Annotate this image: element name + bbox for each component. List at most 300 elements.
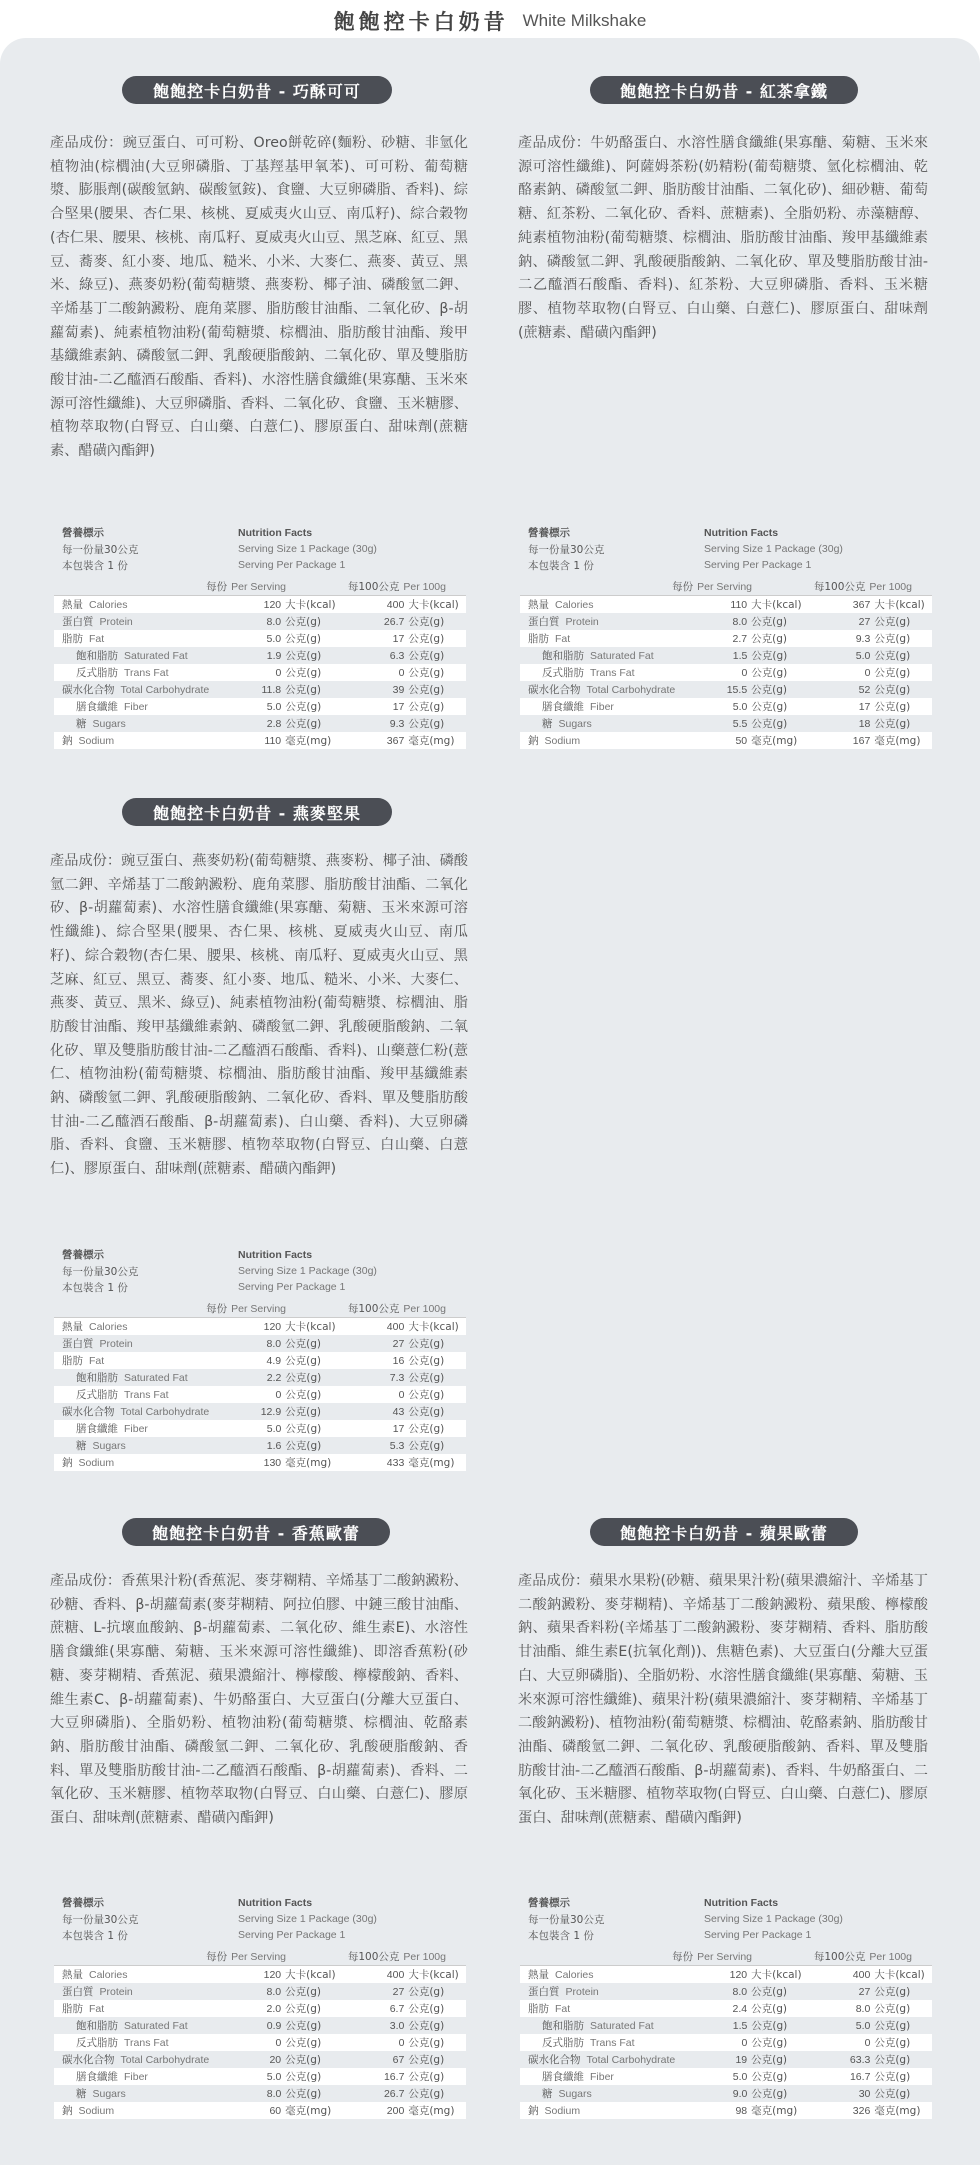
per-100g-unit: 公克(g) [408,1986,445,1998]
nutrition-row [54,1369,466,1386]
serving-size [54,541,466,557]
per-100g-unit: 公克(g) [874,2020,911,2032]
ingredients-text: 產品成份：香蕉果汁粉(香蕉泥、麥芽糊精、辛烯基丁二酸鈉澱粉、砂糖、香料、β-胡蘿蔔素(麥芽糊精、阿拉伯膠、中鏈三酸甘油酯、蔗糖、L-抗壞血酸鈉、β-胡蘿蔔素、二氧化矽、維生素E)、水溶性膳食纖維(果寡醣、菊糖、玉米來源可溶性纖維)、即溶香蕉粉(砂糖、麥芽糊精、香蕉泥、蘋果濃縮汁、檸檬酸、檸檬酸鈉、香料、維生素C、β-胡蘿蔔素)、牛奶酪蛋白、大豆蛋白(分離大豆蛋白、大豆卵磷脂)、全脂奶粉、植物油粉(葡萄糖漿、棕櫚油、乾酪素鈉、脂肪酸甘油酯、磷酸氫二鉀、二氧化矽、乳酸硬脂酸鈉、香料、單及雙脂肪酸甘油-二乙醯酒石酸酯、β-胡蘿蔔素)、香料、二氧化矽、玉米糖膠、植物萃取物(白腎豆、白山藥、白薏仁)、膠原蛋白、甜味劑(蔗糖素、醋磺內酯鉀) [50,1573,468,1827]
nutrient-name: 糖 Sugars [76,718,126,730]
per-serving-unit: 公克(g) [285,1355,322,1367]
per-100g-unit: 公克(g) [408,1338,445,1350]
column-headers [54,1299,466,1317]
nutrition-row [54,1983,466,2000]
per-100g-unit: 公克(g) [408,1440,445,1452]
per-serving-value: 1.6 [266,1439,282,1452]
nutrient-name: 糖 Sugars [542,2088,592,2100]
ingredients-text: 產品成份：豌豆蛋白、可可粉、Oreo餅乾碎(麵粉、砂糖、非氫化植物油(棕櫚油(大豆卵磷脂、丁基羥基甲氧苯)、可可粉、葡萄糖漿、膨脹劑(碳酸氫鈉、碳酸氫銨)、食鹽、大豆卵磷脂、香料)、綜合堅果(腰果、杏仁果、核桃、夏威夷火山豆、南瓜籽)、綜合穀物(杏仁果、腰果、核桃、南瓜籽、夏威夷火山豆、黑芝麻、紅豆、黑豆、蕎麥、紅小麥、地瓜、糙米、小米、大麥仁、燕麥、黃豆、黑米、綠豆)、燕麥奶粉(葡萄糖漿、燕麥粉、椰子油、磷酸氫二鉀、辛烯基丁二酸鈉澱粉、鹿角菜膠、脂肪酸甘油酯、二氧化矽、β-胡蘿蔔素)、純素植物油粉(葡萄糖漿、棕櫚油、脂肪酸甘油酯、羧甲基纖維素鈉、磷酸氫二鉀、乳酸硬脂酸鈉、二氧化矽、單及雙脂肪酸甘油-二乙醯酒石酸酯、香料)、水溶性膳食纖維(果寡醣、玉米來源可溶性纖維)、大豆卵磷脂、香料、二氧化矽、食鹽、玉米糖膠、植物萃取物(白腎豆、白山藥、白薏仁)、膠原蛋白、甜味劑(蔗糖素、醋磺內酯鉀) [50,135,468,460]
nutrition-row [54,2068,466,2085]
per-serving-unit: 公克(g) [285,2037,322,2049]
per-serving-value: 9.0 [732,2087,748,2100]
per-100g-value: 9.3 [855,632,871,645]
nutrition-row [54,630,466,647]
per-serving-value: 8.0 [266,615,282,628]
per-100g-header: 每100公克 Per 100g [347,1302,446,1315]
per-serving-value: 5.0 [266,700,282,713]
per-serving-value: 120 [263,1320,282,1333]
serving-size-zh: 每一份量30公克 [528,543,605,556]
nutrient-name: 糖 Sugars [542,718,592,730]
per-serving-value: 120 [263,1968,282,1981]
nutrient-name: 熱量 Calories [62,1321,128,1333]
per-serving-unit: 公克(g) [751,684,788,696]
product-title-pill: 飽飽控卡白奶昔 - 香蕉歐蕾 [122,1518,390,1546]
per-100g-unit: 公克(g) [408,1389,445,1401]
serving-size-en: Serving Size 1 Package (30g) [704,1913,843,1925]
per-100g-value: 167 [852,734,871,747]
per-100g-value: 16.7 [383,2070,405,2083]
nutrient-name: 飽和脂肪 Saturated Fat [76,1372,188,1384]
per-serving-unit: 毫克(mg) [285,735,332,747]
nutrition-header [54,1894,466,1911]
per-100g-value: 5.0 [855,2019,871,2032]
per-100g-unit: 公克(g) [408,1372,445,1384]
servings-per-package-zh: 本包裝含 1 份 [528,1929,594,1942]
per-100g-value: 0 [864,666,871,679]
product-title-pill: 飽飽控卡白奶昔 - 燕麥堅果 [122,798,392,826]
per-serving-unit: 公克(g) [751,616,788,628]
nutrition-title-en: Nutrition Facts [704,1896,779,1909]
nutrition-title-zh: 營養標示 [528,1897,570,1909]
per-100g-value: 52 [858,683,871,696]
per-100g-value: 16.7 [849,2070,871,2083]
per-100g-value: 5.3 [389,1439,405,1452]
per-100g-unit: 公克(g) [408,633,445,645]
per-serving-header: 每份 Per Serving [206,1950,286,1963]
nutrition-row [520,715,932,732]
per-serving-header: 每份 Per Serving [206,580,286,593]
servings-per-package-en: Serving Per Package 1 [704,1929,812,1941]
nutrition-title-en: Nutrition Facts [238,1896,313,1909]
per-100g-unit: 公克(g) [874,2088,911,2100]
nutrition-row [54,1335,466,1352]
nutrition-row [54,1403,466,1420]
servings-per-package-en: Serving Per Package 1 [238,559,346,571]
per-100g-value: 400 [386,598,405,611]
per-serving-value: 0 [741,666,748,679]
per-100g-unit: 大卡(kcal) [874,599,925,611]
nutrient-name: 熱量 Calories [62,599,128,611]
nutrition-row [520,647,932,664]
nutrient-name: 糖 Sugars [76,2088,126,2100]
nutrient-name: 蛋白質 Protein [528,1986,599,1998]
nutrient-name: 飽和脂肪 Saturated Fat [542,650,654,662]
nutrient-name: 膳食纖維 Fiber [76,1423,148,1435]
nutrient-name: 熱量 Calories [528,1969,594,1981]
column-headers [520,1947,932,1965]
nutrition-title-zh: 營養標示 [528,527,570,539]
per-serving-value: 8.0 [732,1985,748,1998]
nutrition-row [54,2000,466,2017]
per-serving-unit: 公克(g) [751,2088,788,2100]
nutrition-row [520,2000,932,2017]
per-100g-unit: 公克(g) [408,684,445,696]
per-serving-header: 每份 Per Serving [672,1950,752,1963]
nutrition-row [54,2051,466,2068]
serving-size-en: Serving Size 1 Package (30g) [704,543,843,555]
nutrient-name: 脂肪 Fat [62,1355,105,1367]
nutrition-row [54,1420,466,1437]
per-100g-unit: 公克(g) [408,1406,445,1418]
nutrient-name: 脂肪 Fat [528,633,571,645]
per-100g-unit: 公克(g) [874,667,911,679]
per-serving-unit: 毫克(mg) [751,2105,798,2117]
nutrition-rows [520,595,932,749]
per-100g-value: 6.7 [389,2002,405,2015]
per-serving-unit: 公克(g) [751,2037,788,2049]
per-100g-value: 7.3 [389,1371,405,1384]
per-serving-unit: 公克(g) [285,2003,322,2015]
per-serving-value: 5.0 [732,700,748,713]
per-serving-unit: 公克(g) [285,1440,322,1452]
per-100g-unit: 公克(g) [874,2071,911,2083]
nutrient-name: 碳水化合物 Total Carbohydrate [62,1406,210,1418]
serving-size-en: Serving Size 1 Package (30g) [238,1913,377,1925]
nutrient-name: 膳食纖維 Fiber [542,701,614,713]
per-100g-unit: 公克(g) [408,2020,445,2032]
nutrient-name: 反式脂肪 Trans Fat [76,1389,169,1401]
servings-per-package-en: Serving Per Package 1 [238,1929,346,1941]
per-serving-value: 5.0 [266,1422,282,1435]
per-serving-unit: 公克(g) [751,701,788,713]
per-100g-value: 367 [852,598,871,611]
nutrition-rows [54,595,466,749]
nutrient-name: 碳水化合物 Total Carbohydrate [528,684,676,696]
per-100g-value: 433 [386,1456,405,1469]
nutrition-title-zh: 營養標示 [62,1249,104,1261]
per-serving-unit: 公克(g) [285,2054,322,2066]
nutrition-row [520,698,932,715]
per-100g-value: 17 [392,1422,405,1435]
nutrition-row [54,1437,466,1454]
per-serving-unit: 公克(g) [751,650,788,662]
per-100g-value: 5.0 [855,649,871,662]
nutrition-title-en: Nutrition Facts [704,526,779,539]
nutrition-row [520,2102,932,2119]
nutrition-row [520,2085,932,2102]
per-serving-value: 8.0 [266,1337,282,1350]
per-serving-unit: 公克(g) [285,633,322,645]
nutrition-title-en: Nutrition Facts [238,1248,313,1261]
per-100g-unit: 大卡(kcal) [408,599,459,611]
per-100g-unit: 公克(g) [874,701,911,713]
nutrition-row [54,613,466,630]
per-100g-unit: 毫克(mg) [874,735,921,747]
serving-size [520,1911,932,1927]
per-serving-unit: 毫克(mg) [751,735,798,747]
per-serving-value: 110 [730,598,748,611]
nutrient-name: 碳水化合物 Total Carbohydrate [62,2054,210,2066]
per-100g-value: 27 [392,1337,405,1350]
per-serving-value: 60 [269,2104,282,2117]
per-100g-header: 每100公克 Per 100g [813,1950,912,1963]
product-title-pill: 飽飽控卡白奶昔 - 巧酥可可 [122,76,392,104]
nutrition-row [54,1352,466,1369]
nutrition-row [54,2085,466,2102]
nutrient-name: 蛋白質 Protein [528,616,599,628]
nutrition-header [520,524,932,541]
serving-size-zh: 每一份量30公克 [62,543,139,556]
nutrient-name: 脂肪 Fat [62,633,105,645]
nutrient-name: 蛋白質 Protein [62,1338,133,1350]
per-100g-unit: 毫克(mg) [408,1457,455,1469]
nutrient-name: 飽和脂肪 Saturated Fat [542,2020,654,2032]
per-serving-value: 98 [735,2104,748,2117]
per-serving-unit: 公克(g) [285,667,322,679]
per-100g-value: 400 [852,1968,871,1981]
nutrient-name: 鈉 Sodium [528,735,581,747]
per-serving-unit: 公克(g) [285,650,322,662]
nutrient-name: 熱量 Calories [528,599,594,611]
servings-per-package [54,1279,466,1295]
per-100g-value: 67 [392,2053,405,2066]
per-serving-value: 1.9 [266,649,282,662]
nutrition-row [520,1966,932,1983]
per-serving-value: 2.4 [732,2002,748,2015]
nutrition-title-zh: 營養標示 [62,1897,104,1909]
nutrition-row [520,2034,932,2051]
per-serving-value: 5.0 [266,632,282,645]
per-100g-value: 0 [398,1388,405,1401]
per-100g-unit: 公克(g) [408,718,445,730]
servings-per-package-zh: 本包裝含 1 份 [62,1929,128,1942]
nutrition-row [520,2051,932,2068]
per-serving-value: 15.5 [726,683,748,696]
per-serving-value: 120 [729,1968,748,1981]
nutrition-row [54,596,466,613]
nutrient-name: 反式脂肪 Trans Fat [542,2037,635,2049]
nutrient-name: 脂肪 Fat [528,2003,571,2015]
per-100g-header: 每100公克 Per 100g [347,580,446,593]
per-100g-value: 17 [392,700,405,713]
per-serving-value: 0.9 [266,2019,282,2032]
per-serving-value: 5.0 [732,2070,748,2083]
nutrition-row [54,1386,466,1403]
per-100g-unit: 公克(g) [874,2037,911,2049]
nutrition-facts-table [54,1246,466,1471]
per-100g-value: 27 [392,1985,405,1998]
per-serving-header: 每份 Per Serving [206,1302,286,1315]
per-serving-value: 120 [263,598,282,611]
nutrition-header [520,1894,932,1911]
nutrition-rows [54,1965,466,2119]
serving-size-en: Serving Size 1 Package (30g) [238,1265,377,1277]
per-serving-unit: 公克(g) [751,633,788,645]
per-100g-value: 9.3 [389,717,405,730]
nutrition-row [54,698,466,715]
per-serving-value: 1.5 [732,649,748,662]
serving-size-zh: 每一份量30公克 [62,1265,139,1278]
per-100g-value: 63.3 [849,2053,871,2066]
product-title-pill: 飽飽控卡白奶昔 - 蘋果歐蕾 [590,1518,858,1546]
per-100g-value: 6.3 [389,649,405,662]
per-100g-unit: 公克(g) [874,1986,911,1998]
nutrition-row [520,2068,932,2085]
per-serving-unit: 公克(g) [285,1406,322,1418]
per-serving-unit: 公克(g) [285,701,322,713]
servings-per-package [520,557,932,573]
nutrition-row [520,613,932,630]
nutrient-name: 飽和脂肪 Saturated Fat [76,2020,188,2032]
per-100g-unit: 公克(g) [874,633,911,645]
nutrition-row [520,2017,932,2034]
per-serving-unit: 公克(g) [751,2054,788,2066]
per-serving-unit: 公克(g) [751,2020,788,2032]
per-serving-unit: 公克(g) [285,2088,322,2100]
per-100g-unit: 公克(g) [874,2054,911,2066]
per-100g-value: 18 [858,717,871,730]
nutrition-rows [54,1317,466,1471]
per-100g-unit: 公克(g) [408,2037,445,2049]
per-serving-unit: 毫克(mg) [285,1457,332,1469]
per-100g-value: 16 [392,1354,405,1367]
per-100g-unit: 公克(g) [408,1355,445,1367]
page-title-en: White Milkshake [522,11,647,30]
per-100g-value: 8.0 [855,2002,871,2015]
nutrition-facts-table [54,1894,466,2119]
per-100g-unit: 公克(g) [408,2088,445,2100]
per-100g-unit: 毫克(mg) [408,2105,455,2117]
per-100g-value: 200 [386,2104,405,2117]
per-serving-unit: 公克(g) [751,667,788,679]
per-serving-unit: 大卡(kcal) [285,1321,336,1333]
nutrition-row [54,664,466,681]
per-serving-value: 0 [275,1388,282,1401]
per-100g-value: 400 [386,1320,405,1333]
per-100g-unit: 毫克(mg) [408,735,455,747]
per-serving-value: 11.8 [261,683,282,696]
per-100g-unit: 公克(g) [874,650,911,662]
product-title-pill: 飽飽控卡白奶昔 - 紅茶拿鐵 [590,76,858,104]
per-serving-value: 12.9 [260,1405,282,1418]
nutrient-name: 碳水化合物 Total Carbohydrate [528,2054,676,2066]
per-100g-value: 0 [398,2036,405,2049]
per-100g-unit: 公克(g) [408,667,445,679]
per-100g-value: 367 [386,734,405,747]
nutrition-title-en: Nutrition Facts [238,526,313,539]
per-100g-value: 326 [852,2104,871,2117]
per-serving-unit: 毫克(mg) [285,2105,332,2117]
nutrient-name: 蛋白質 Protein [62,616,133,628]
nutrient-name: 鈉 Sodium [62,2105,115,2117]
serving-size-en: Serving Size 1 Package (30g) [238,543,377,555]
serving-size-zh: 每一份量30公克 [62,1913,139,1926]
per-serving-unit: 大卡(kcal) [751,1969,802,1981]
page-header [0,0,980,40]
per-serving-unit: 大卡(kcal) [285,599,336,611]
per-100g-value: 43 [392,1405,405,1418]
per-serving-unit: 公克(g) [751,1986,788,1998]
serving-size [54,1911,466,1927]
per-100g-value: 27 [858,1985,871,1998]
servings-per-package [54,1927,466,1943]
serving-size [54,1263,466,1279]
per-100g-unit: 公克(g) [408,1423,445,1435]
nutrition-row [54,1966,466,1983]
per-serving-value: 4.9 [266,1354,282,1367]
nutrition-facts-table [54,524,466,749]
per-serving-value: 8.0 [266,2087,282,2100]
servings-per-package [520,1927,932,1943]
nutrition-row [520,664,932,681]
per-100g-unit: 公克(g) [408,650,445,662]
per-serving-value: 2.7 [732,632,748,645]
per-100g-unit: 公克(g) [408,701,445,713]
servings-per-package-en: Serving Per Package 1 [238,1281,346,1293]
per-serving-unit: 公克(g) [751,718,788,730]
nutrition-header [54,1246,466,1263]
nutrient-name: 飽和脂肪 Saturated Fat [76,650,188,662]
per-serving-unit: 公克(g) [285,718,322,730]
nutrient-name: 膳食纖維 Fiber [76,2071,148,2083]
servings-per-package-zh: 本包裝含 1 份 [62,559,128,572]
per-serving-unit: 公克(g) [285,1372,322,1384]
nutrition-row [54,2017,466,2034]
ingredients-text: 產品成份：牛奶酪蛋白、水溶性膳食纖維(果寡醣、菊糖、玉米來源可溶性纖維)、阿薩姆茶粉(奶精粉(葡萄糖漿、氫化棕櫚油、乾酪素鈉、磷酸氫二鉀、脂肪酸甘油酯、二氧化矽)、細砂糖、葡萄糖、紅茶粉、二氧化矽、香料、蔗糖素)、全脂奶粉、赤藻糖醇、純素植物油粉(葡萄糖漿、棕櫚油、脂肪酸甘油酯、羧甲基纖維素鈉、磷酸氫二鉀、乳酸硬脂酸鈉、二氧化矽、單及雙脂肪酸甘油-二乙醯酒石酸酯、香料)、紅茶粉、大豆卵磷脂、香料、玉米糖膠、植物萃取物(白腎豆、白山藥、白薏仁)、膠原蛋白、甜味劑(蔗糖素、醋磺內酯鉀) [518,135,928,341]
per-serving-value: 2.0 [266,2002,282,2015]
nutrient-name: 反式脂肪 Trans Fat [76,667,169,679]
per-serving-value: 0 [741,2036,748,2049]
per-serving-value: 50 [735,734,748,747]
per-100g-value: 27 [858,615,871,628]
per-serving-unit: 公克(g) [285,684,322,696]
column-headers [54,1947,466,1965]
nutrient-name: 反式脂肪 Trans Fat [542,667,635,679]
per-100g-unit: 公克(g) [874,718,911,730]
nutrient-name: 糖 Sugars [76,1440,126,1452]
per-100g-header: 每100公克 Per 100g [347,1950,446,1963]
per-100g-unit: 大卡(kcal) [408,1321,459,1333]
per-serving-value: 2.2 [266,1371,282,1384]
nutrition-row [520,630,932,647]
column-headers [54,577,466,595]
nutrition-row [54,1318,466,1335]
nutrient-name: 碳水化合物 Total Carbohydrate [62,684,210,696]
per-100g-unit: 大卡(kcal) [408,1969,459,1981]
per-serving-value: 8.0 [732,615,748,628]
per-100g-value: 400 [386,1968,405,1981]
per-100g-value: 17 [392,632,405,645]
per-100g-unit: 公克(g) [874,2003,911,2015]
servings-per-package-zh: 本包裝含 1 份 [528,559,594,572]
per-100g-value: 17 [858,700,871,713]
per-serving-unit: 公克(g) [285,1423,322,1435]
per-serving-value: 5.0 [266,2070,282,2083]
per-100g-unit: 公克(g) [408,2003,445,2015]
per-100g-value: 30 [858,2087,871,2100]
nutrient-name: 鈉 Sodium [62,735,115,747]
per-100g-value: 26.7 [383,615,405,628]
nutrition-row [54,2034,466,2051]
per-serving-unit: 大卡(kcal) [751,599,802,611]
nutrient-name: 脂肪 Fat [62,2003,105,2015]
per-serving-value: 5.5 [732,717,748,730]
nutrition-row [54,715,466,732]
nutrition-row [54,732,466,749]
nutrition-rows [520,1965,932,2119]
column-headers [520,577,932,595]
nutrient-name: 膳食纖維 Fiber [542,2071,614,2083]
per-serving-value: 2.8 [266,717,282,730]
per-100g-value: 0 [864,2036,871,2049]
nutrition-row [520,1983,932,2000]
per-100g-unit: 毫克(mg) [874,2105,921,2117]
serving-size-zh: 每一份量30公克 [528,1913,605,1926]
